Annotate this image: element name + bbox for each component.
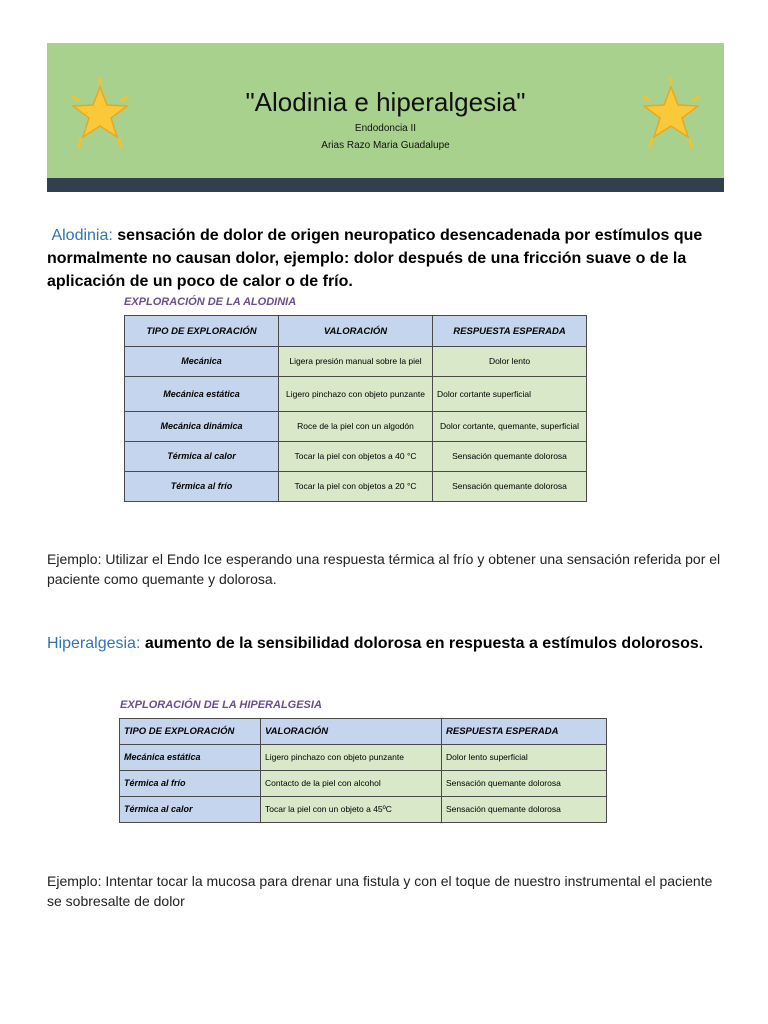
table-cell: Ligero pinchazo con objeto punzante [279,377,433,412]
alodinia-term: Alodinia: [51,227,113,244]
alodinia-example: Ejemplo: Utilizar el Endo Ice esperando una respuesta térmica al frío y obtener una sensación referida por el paciente como quemante y dolorosa. [47,551,721,587]
table-cell: Sensación quemante dolorosa [433,472,587,502]
table-cell: Mecánica estática [125,377,279,412]
alodinia-definition [47,224,717,293]
alodinia-table-title: EXPLORACIÓN DE LA ALODINIA [124,296,297,308]
star-icon [638,77,704,151]
table-cell: Térmica al calor [120,797,261,823]
table-cell: Sensación quemante dolorosa [442,797,607,823]
table-header-row [125,316,587,347]
page-title: "Alodinia e hiperalgesia" [245,87,526,117]
course-name: Endodoncia II [354,123,417,134]
table-cell: Mecánica [125,347,279,377]
table-cell: Térmica al frío [120,771,261,797]
table-cell: Dolor lento superficial [442,745,607,771]
table-cell: Térmica al frío [125,472,279,502]
hiperalgesia-table-title: EXPLORACIÓN DE LA HIPERALGESIA [120,699,322,711]
table-cell: Tocar la piel con un objeto a 45ºC [261,797,442,823]
table-row [125,412,587,442]
table-cell: Ligero pinchazo con objeto punzante [261,745,442,771]
alodinia-definition-text: sensación de dolor de origen neuropatico desencadenada por estímulos que normalmente no causan dolor, ejemplo: dolor después de una fricción suave o de la aplicación de un poco de calor o de frío. [47,227,703,290]
table-cell: Mecánica dinámica [125,412,279,442]
table-row [125,377,587,412]
alodinia-table [124,315,587,502]
hiperalgesia-definition [47,632,717,655]
table-header-cell: VALORACIÓN [279,316,433,347]
hiperalgesia-example: Ejemplo: Intentar tocar la mucosa para drenar una fistula y con el toque de nuestro instrumental el paciente se sobresalte de dolor [47,873,713,909]
hiperalgesia-definition-text: aumento de la sensibilidad dolorosa en respuesta a estímulos dolorosos. [144,635,704,652]
hiperalgesia-table [119,718,607,823]
table-cell: Dolor lento [433,347,587,377]
hiperalgesia-term: Hiperalgesia: [47,635,141,652]
table-cell: Contacto de la piel con alcohol [261,771,442,797]
table-header-cell: RESPUESTA ESPERADA [433,316,587,347]
table-row [125,347,587,377]
table-cell: Roce de la piel con un algodón [279,412,433,442]
table-cell: Tocar la piel con objetos a 20 °C [279,472,433,502]
header-banner [47,43,724,178]
table-header-row [120,719,607,745]
table-row [120,745,607,771]
table-cell: Sensación quemante dolorosa [442,771,607,797]
table-row [125,472,587,502]
table-row [120,797,607,823]
table-header-cell: TIPO DE EXPLORACIÓN [125,316,279,347]
table-cell: Sensación quemante dolorosa [433,442,587,472]
header-divider-bar [47,178,724,192]
author-name: Arias Razo Maria Guadalupe [321,140,450,151]
table-header-cell: TIPO DE EXPLORACIÓN [120,719,261,745]
table-cell: Dolor cortante, quemante, superficial [433,412,587,442]
table-cell: Dolor cortante superficial [433,377,587,412]
table-header-cell: VALORACIÓN [261,719,442,745]
table-row [125,442,587,472]
table-row [120,771,607,797]
table-header-cell: RESPUESTA ESPERADA [442,719,607,745]
table-cell: Tocar la piel con objetos a 40 °C [279,442,433,472]
table-cell: Mecánica estática [120,745,261,771]
table-cell: Ligera presión manual sobre la piel [279,347,433,377]
table-cell: Térmica al calor [125,442,279,472]
